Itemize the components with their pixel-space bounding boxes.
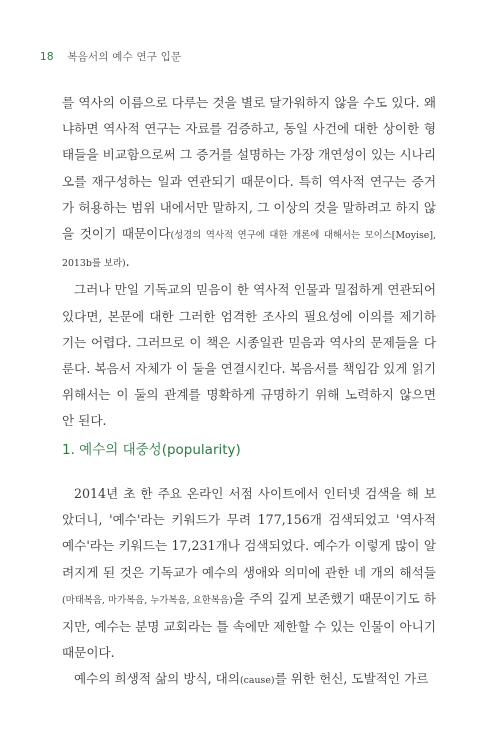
paragraph-4-text-b: 를 위한 헌신, 도발적인 가르 bbox=[274, 671, 429, 687]
paragraph-4 bbox=[62, 666, 436, 694]
body-text-upper bbox=[62, 90, 436, 435]
paragraph-1 bbox=[62, 90, 436, 277]
body-text-lower bbox=[62, 481, 436, 695]
paragraph-1-citation: (성경의 역사적 연구에 대한 개론에 대해서는 모이스[Moyise], 2013b를 보라) bbox=[62, 230, 436, 270]
paragraph-3-text-b: 을 주의 깊게 보존했기 때문이기도 하지만, 예수는 분명 교회라는 틀 속에만 제한할 수 있는 인물이 아니기 때문이다. bbox=[62, 590, 436, 661]
book-title: 복음서의 예수 연구 입문 bbox=[67, 51, 182, 63]
paragraph-2: 그러나 만일 기독교의 믿음이 한 역사적 인물과 밀접하게 연관되어 있다면, 본문에 대한 그러한 엄격한 조사의 필요성에 이의를 제기하기는 어렵다. 그러므로 이 책은 시종일관 믿음과 역사의 문제들을 다룬다. 복음서 자체가 이 둘을 연결시킨다. 복음서를 책임감 있게 읽기 위해서는 이 둘의 관계를 명확하게 규명하기 위해 노력하지 않으면 안 된다. bbox=[62, 282, 436, 429]
paragraph-3-text-a: 2014년 초 한 주요 온라인 서점 사이트에서 인터넷 검색을 해 보았더니, '예수'라는 키워드가 무려 177,156개 검색되었고 '역사적 예수'라는 키워드는 17,231개나 검색되었다. 예수가 이렇게 많이 알려지게 된 것은 기독교가 예수의 생애와 의미에 관한 네 개의 해석들 bbox=[62, 486, 436, 580]
paragraph-3 bbox=[62, 481, 436, 666]
paragraph-1-text: 를 역사의 이름으로 다루는 것을 별로 달가워하지 않을 수도 있다. 왜냐하면 역사적 연구는 자료를 검증하고, 동일 사건에 대한 상이한 형태들을 비교함으로써 그 증거를 설명하는 가장 개연성이 있는 시나리오를 재구성하는 일과 연관되기 때문이다. 특히 역사적 연구는 증거가 허용하는 범위 내에서만 말하지, 그 이상의 것을 말하려고 하지 않을 것이기 때문이다 bbox=[62, 95, 436, 242]
paragraph-4-cause-note: (cause) bbox=[240, 675, 275, 687]
paragraph-1-end: . bbox=[125, 254, 130, 270]
paragraph-3-gospels-note: (마태복음, 마가복음, 누가복음, 요한복음) bbox=[62, 594, 233, 606]
page-number: 18 bbox=[40, 51, 54, 63]
running-head bbox=[40, 49, 181, 64]
paragraph-4-text-a: 예수의 희생적 삶의 방식, 대의 bbox=[74, 671, 241, 687]
section-heading: 1. 예수의 대중성(popularity) bbox=[62, 442, 241, 458]
